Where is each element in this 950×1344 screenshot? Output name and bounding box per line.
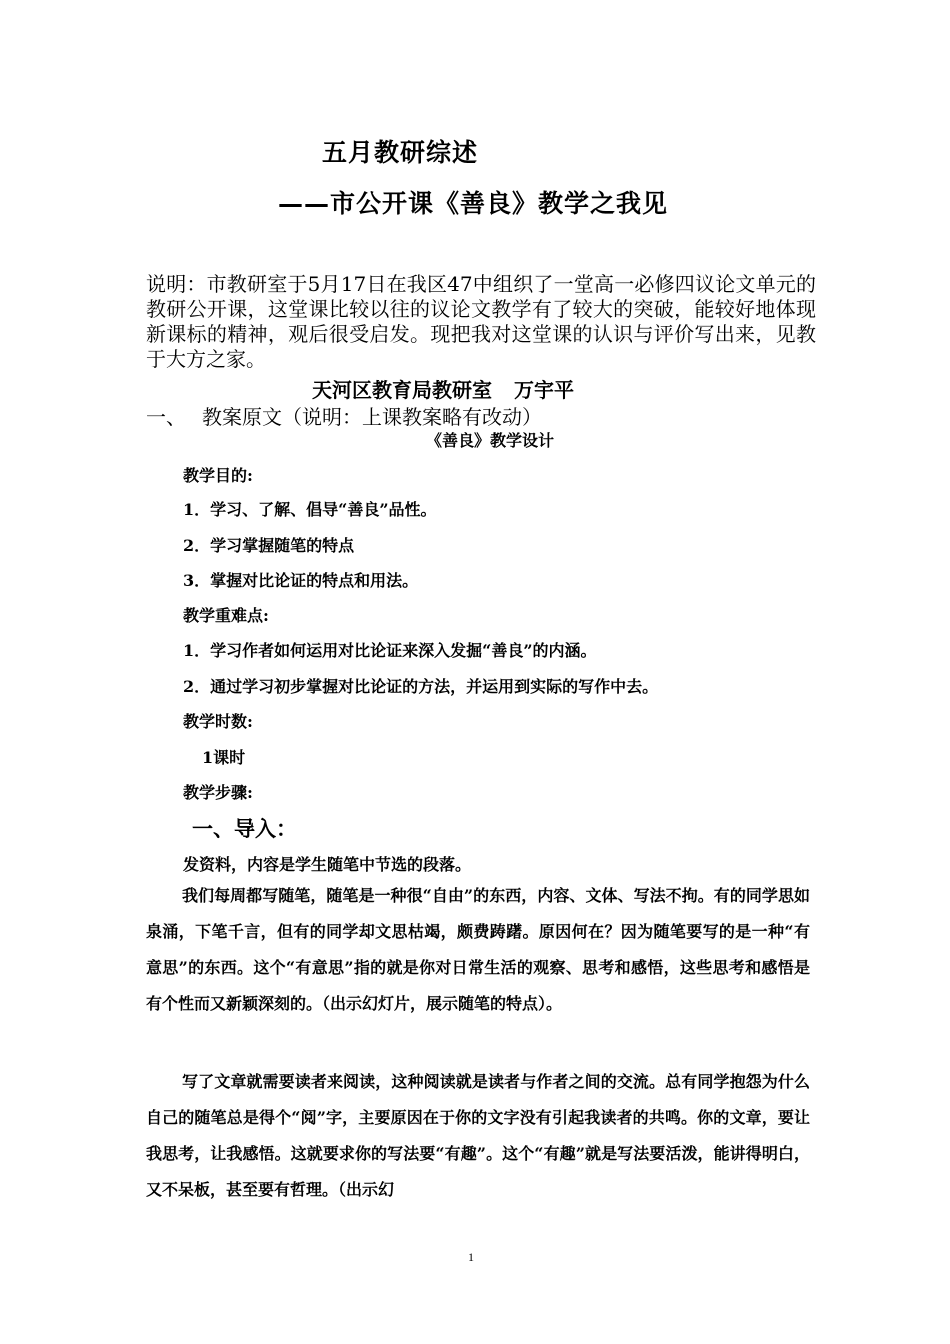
step1-intro: 发资料，内容是学生随笔中节选的段落。 <box>183 855 472 874</box>
hours-heading: 教学时数: <box>183 712 253 731</box>
key-points-heading: 教学重难点: <box>183 606 269 625</box>
objective-item: 1．学习、了解、倡导“善良”品性。 <box>183 500 437 519</box>
section-title: 教案原文（说明：上课教案略有改动） <box>202 405 542 429</box>
body-paragraph: 我们每周都写随笔，随笔是一种很“自由”的东西，内容、文体、写法不拘。有的同学思如泉涌，下笔千言，但有的同学却文思枯竭，颇费踌躇。原因何在？因为随笔要写的是一种“有意思”的东西。这个“有意思”指的就是你对日常生活的观察、思考和感悟，这些思考和感悟是有个性而又新颖深刻的。（出示幻灯片，展示随笔的特点）。 <box>146 886 810 1013</box>
plan-title: 《善良》教学设计 <box>426 431 555 450</box>
body-paragraph: 写了文章就需要读者来阅读，这种阅读就是读者与作者之间的交流。总有同学抱怨为什么自己的随笔总是得个“阅”字，主要原因在于你的文字没有引起我读者的共鸣。你的文章，要让我思考，让我感悟。这就要求你的写法要“有趣”。这个“有趣”就是写法要活泼，能讲得明白，又不呆板，甚至要有哲理。（出示幻 <box>146 1072 810 1199</box>
author-name: 万宇平 <box>514 378 574 402</box>
section-number: 一、 <box>146 405 186 429</box>
objectives-heading: 教学目的: <box>183 466 253 485</box>
document-title: 五月教研综述 <box>322 138 479 167</box>
document-subtitle: ——市公开课《善良》教学之我见 <box>278 189 669 218</box>
intro-note: 说明：市教研室于5月17日在我区47中组织了一堂高一必修四议论文单元的教研公开课，这堂课比较以往的议论文教学有了较大的突破，能较好地体现新课标的精神，观后很受启发。现把我对这堂课的认识与评价写出来，见教于大方之家。 <box>146 272 816 371</box>
author-unit: 天河区教育局教研室 <box>312 378 492 402</box>
author-line <box>312 374 574 403</box>
steps-heading: 教学步骤: <box>183 783 253 802</box>
key-point-item: 2．通过学习初步掌握对比论证的方法，并运用到实际的写作中去。 <box>183 677 659 696</box>
objective-item: 3．掌握对比论证的特点和用法。 <box>183 571 419 590</box>
section-heading <box>146 401 542 430</box>
objective-item: 2．学习掌握随笔的特点 <box>183 536 355 555</box>
step1-heading: 一、导入： <box>192 816 297 841</box>
key-point-item: 1．学习作者如何运用对比论证来深入发掘“善良”的内涵。 <box>183 641 597 660</box>
hours-value: 1课时 <box>202 748 246 767</box>
page-number: 1 <box>468 1250 474 1264</box>
